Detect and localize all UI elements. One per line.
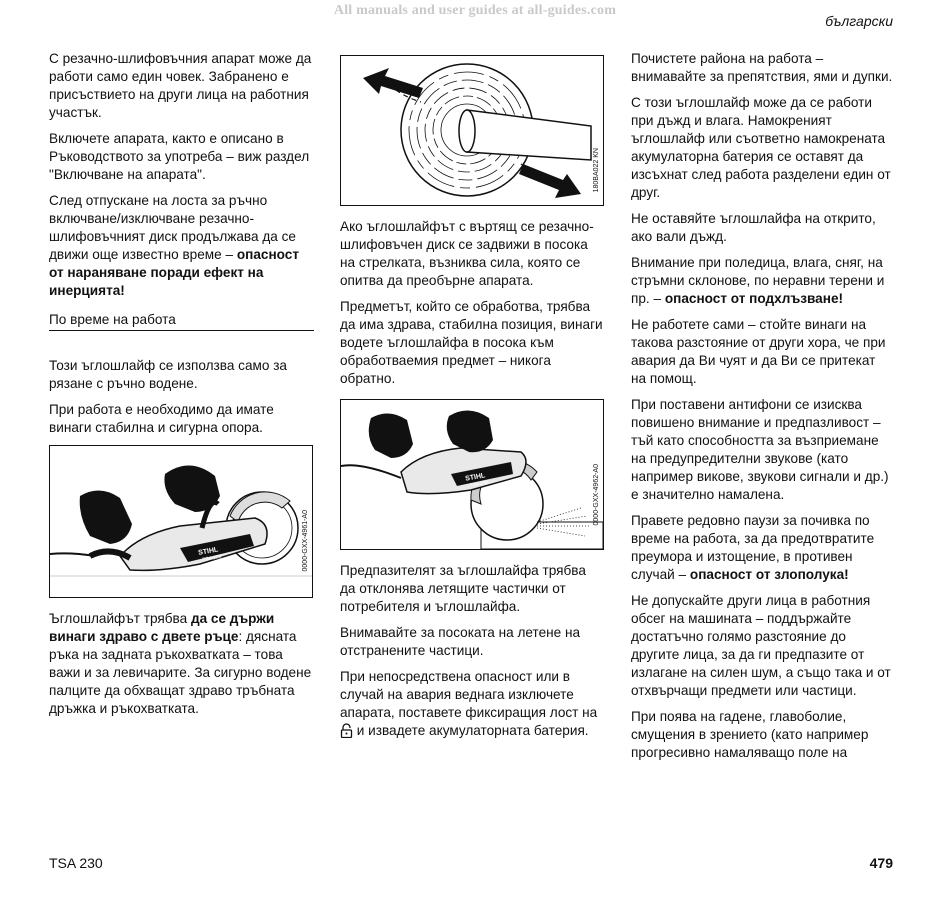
warning-text: опасност от подхлъзване! [664,291,844,306]
figure-kickback-direction [340,55,604,206]
paragraph: Внимавайте за посоката на летене на отстранените частици. [340,625,581,658]
figure-two-hand-grip [49,445,313,598]
paragraph: Не допускайте други лица в работния обсег на машината – поддържайте достатъчно голямо разстояние до другите лица, за да ги предпазите от излагане на силен шум, а също така и от отхвърчащи предмети или частици. [631,593,891,698]
warning-text: опасност от злополука! [689,567,849,582]
warning-text: да се държи винаги здраво с двете ръце [49,611,275,644]
paragraph: Предметът, който се обработва, трябва да има здрава, стабилна позиция, винаги водете ъглошлайфа в посока към обработваемия предмет – никога обратно. [340,299,603,386]
figure-code: 180BA022 KN [593,148,600,193]
paragraph: С този ъглошлайф може да се работи при дъжд и влага. Намокреният ъглошлайф или съответно намокрената акумулаторна батерия се оставят да изсъхнат след работа разделени един от друг. [631,95,891,200]
paragraph: При поставени антифони се изисква повишено внимание и предпазливост – тъй като способността за възприемане на предупредителни звукове (като например викове, звукови сигнали и др.) е значително намалена. [631,397,889,502]
section-heading: По време на работа [49,311,314,331]
figure-code: 0000-GXX-4962-A0 [593,464,600,526]
brand-logo: STIHL [197,546,219,557]
paragraph: Внимание при поледица, влага, сняг, на стръмни склонове, по неравни терени и пр. – опасност от подхлъзване! [631,255,885,306]
warning-text: опасност от нараняване поради ефект на инерцията! [49,247,300,298]
model-label: TSA 230 [469,479,489,490]
paragraph: Ако ъглошлайфът с въртящ се резачно-шлифовъчен диск се задвижи в посока на стрелката, възниква сила, която се опитва да преобърне апарата. [340,219,594,288]
paragraph: При поява на гадене, главоболие, смущения в зрението (като например прогресивно намаляващо поле на [631,709,869,760]
two-hand-grip-illustration [50,446,312,597]
column-2 [340,50,605,751]
paragraph: Не работете сами – стойте винаги на такова разстояние от други хора, че при авария да Ви чуят и да Ви се притекат на помощ. [631,317,886,386]
column-1 [49,50,314,726]
brand-logo: STIHL [464,472,486,483]
watermark: All manuals and user guides at all-guides.com [333,3,617,18]
paragraph: С резачно-шлифовъчния апарат може да работи само един човек. Забранено е присъствието на други лица на работния участък. [49,51,312,120]
guard-deflection-illustration [341,400,603,549]
figure-guard-deflection [340,399,604,550]
paragraph: След отпускане на лоста за ръчно включване/изключване резачно-шлифовъчният диск продължава да се движи още известно време – опасност от нараняване поради ефект на инерцията! [49,193,300,298]
paragraph: Правете редовно паузи за почивка по време на работа, за да предотвратите преумора и изтощение, в противен случай – опасност от злополука! [631,513,875,582]
paragraph: Този ъглошлайф се използва само за рязане с ръчно водене. [49,358,287,391]
paragraph: Почистете района на работа – внимавайте за препятствия, ями и дупки. [631,51,893,84]
paragraph: При работа е необходимо да имате винаги стабилна и сигурна опора. [49,402,274,435]
column-3 [631,50,893,770]
paragraph: Предпазителят за ъглошлайфа трябва да отклонява летящите частички от потребителя и ъглошлайфа. [340,563,586,614]
language-label: български [825,13,893,29]
figure-code: 0000-GXX-4961-A0 [302,510,309,572]
paragraph: Не оставяйте ъглошлайфа на открито, ако вали дъжд. [631,211,876,244]
kickback-illustration [341,56,603,205]
footer-model: TSA 230 [49,855,103,871]
paragraph: При непосредствена опасност или в случай на авария веднага изключете апарата, поставете фиксиращия лост на и извадете акумулаторната батерия. [340,668,605,743]
paragraph: Включете апарата, както е описано в Ръководството за употреба – виж раздел "Включване на апарата". [49,131,310,182]
paragraph: Ъглошлайфът трябва да се държи винаги здраво с двете ръце: дясната ръка на задната ръкохватката – това важи и за левичарите. За сигурно водене палците да обхващат здраво тръбната дръжка и ръкохватката. [49,611,312,716]
lock-icon [340,723,353,743]
page-number: 479 [869,855,893,871]
model-label: TSA 230 [202,553,222,564]
